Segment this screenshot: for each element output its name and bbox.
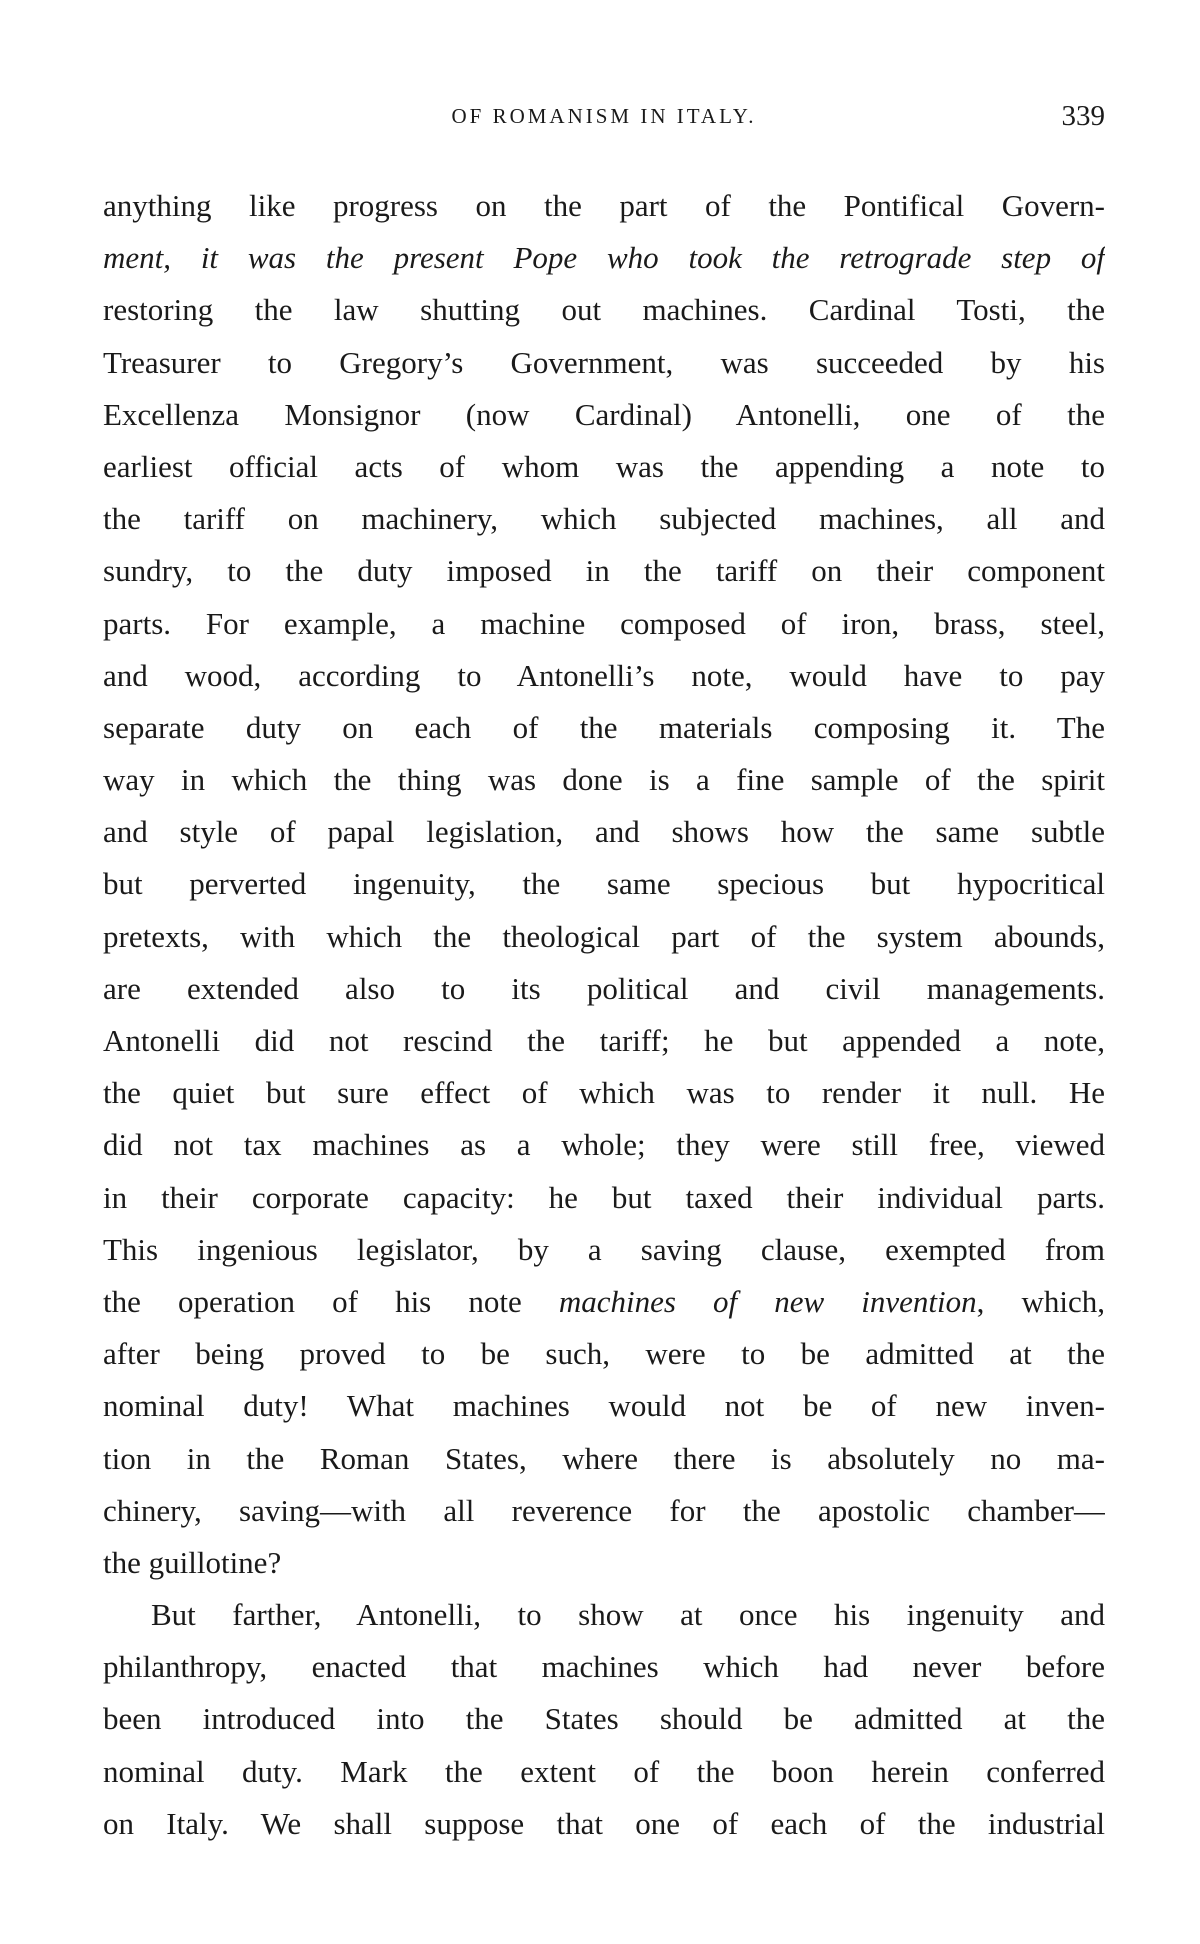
text-line: sundry, to the duty imposed in the tariff on their component: [103, 553, 1105, 589]
paragraph-2: [103, 1589, 1105, 1850]
text-line: nominal duty! What machines would not be of new inven-: [103, 1388, 1105, 1424]
text-line: Excellenza Monsignor (now Cardinal) Antonelli, one of the: [103, 396, 1105, 432]
paragraph-1: [103, 180, 1105, 1589]
text-line: pretexts, with which the theological part of the system abounds,: [103, 918, 1105, 954]
text-line: and wood, according to Antonelli’s note, would have to pay: [103, 657, 1105, 693]
italic-text: machines of new invention: [558, 1283, 977, 1319]
text-line: [103, 232, 1105, 284]
text-line: earliest official acts of whom was the appending a note to: [103, 448, 1105, 484]
text-line: But farther, Antonelli, to show at once his ingenuity and: [151, 1597, 1105, 1633]
page-number: 339: [1061, 100, 1105, 132]
running-head: [103, 100, 1105, 140]
text-line: and style of papal legislation, and shows how the same subtle: [103, 814, 1105, 850]
text-line: parts. For example, a machine composed of iron, brass, steel,: [103, 605, 1105, 641]
text-line: philanthropy, enacted that machines which had never before: [103, 1649, 1105, 1685]
text-line: on Italy. We shall suppose that one of each of the industrial: [103, 1805, 1105, 1841]
text-line: Antonelli did not rescind the tariff; he but appended a note,: [103, 1023, 1105, 1058]
text-line: after being proved to be such, were to be admitted at the: [103, 1336, 1105, 1372]
text-line: Treasurer to Gregory’s Government, was succeeded by his: [103, 344, 1105, 380]
text-line: restoring the law shutting out machines. Cardinal Tosti, the: [103, 292, 1105, 328]
text-line: been introduced into the States should be admitted at the: [103, 1701, 1105, 1737]
running-title: OF ROMANISM IN ITALY.: [451, 104, 757, 128]
text-line: nominal duty. Mark the extent of the boon herein conferred: [103, 1753, 1105, 1789]
text-line: the guillotine?: [103, 1544, 282, 1580]
text-line: [103, 1276, 1105, 1328]
text-line: anything like progress on the part of the Pontifical Govern-: [103, 188, 1105, 223]
text-line: in their corporate capacity: he but taxed their individual parts.: [103, 1179, 1105, 1215]
text-line: the quiet but sure effect of which was to render it null. He: [103, 1075, 1105, 1111]
text-line: This ingenious legislator, by a saving clause, exempted from: [103, 1231, 1105, 1267]
text-line: separate duty on each of the materials composing it. The: [103, 709, 1105, 745]
text-run: the operation of his note: [103, 1283, 559, 1319]
text-line: way in which the thing was done is a fine sample of the spirit: [103, 762, 1105, 798]
text-line: but perverted ingenuity, the same specious but hypocritical: [103, 866, 1105, 902]
text-line: the tariff on machinery, which subjected machines, all and: [103, 501, 1105, 537]
text-line: did not tax machines as a whole; they were still free, viewed: [103, 1127, 1105, 1163]
text-line: tion in the Roman States, where there is absolutely no ma-: [103, 1440, 1105, 1476]
text-line: chinery, saving—with all reverence for the apostolic chamber—: [103, 1492, 1105, 1528]
body-text: [103, 180, 1105, 1850]
text-line: are extended also to its political and civil managements.: [103, 970, 1105, 1006]
italic-text: ment, it was the present Pope who took the retrograde step of: [103, 240, 1105, 276]
text-run: , which,: [976, 1283, 1105, 1319]
